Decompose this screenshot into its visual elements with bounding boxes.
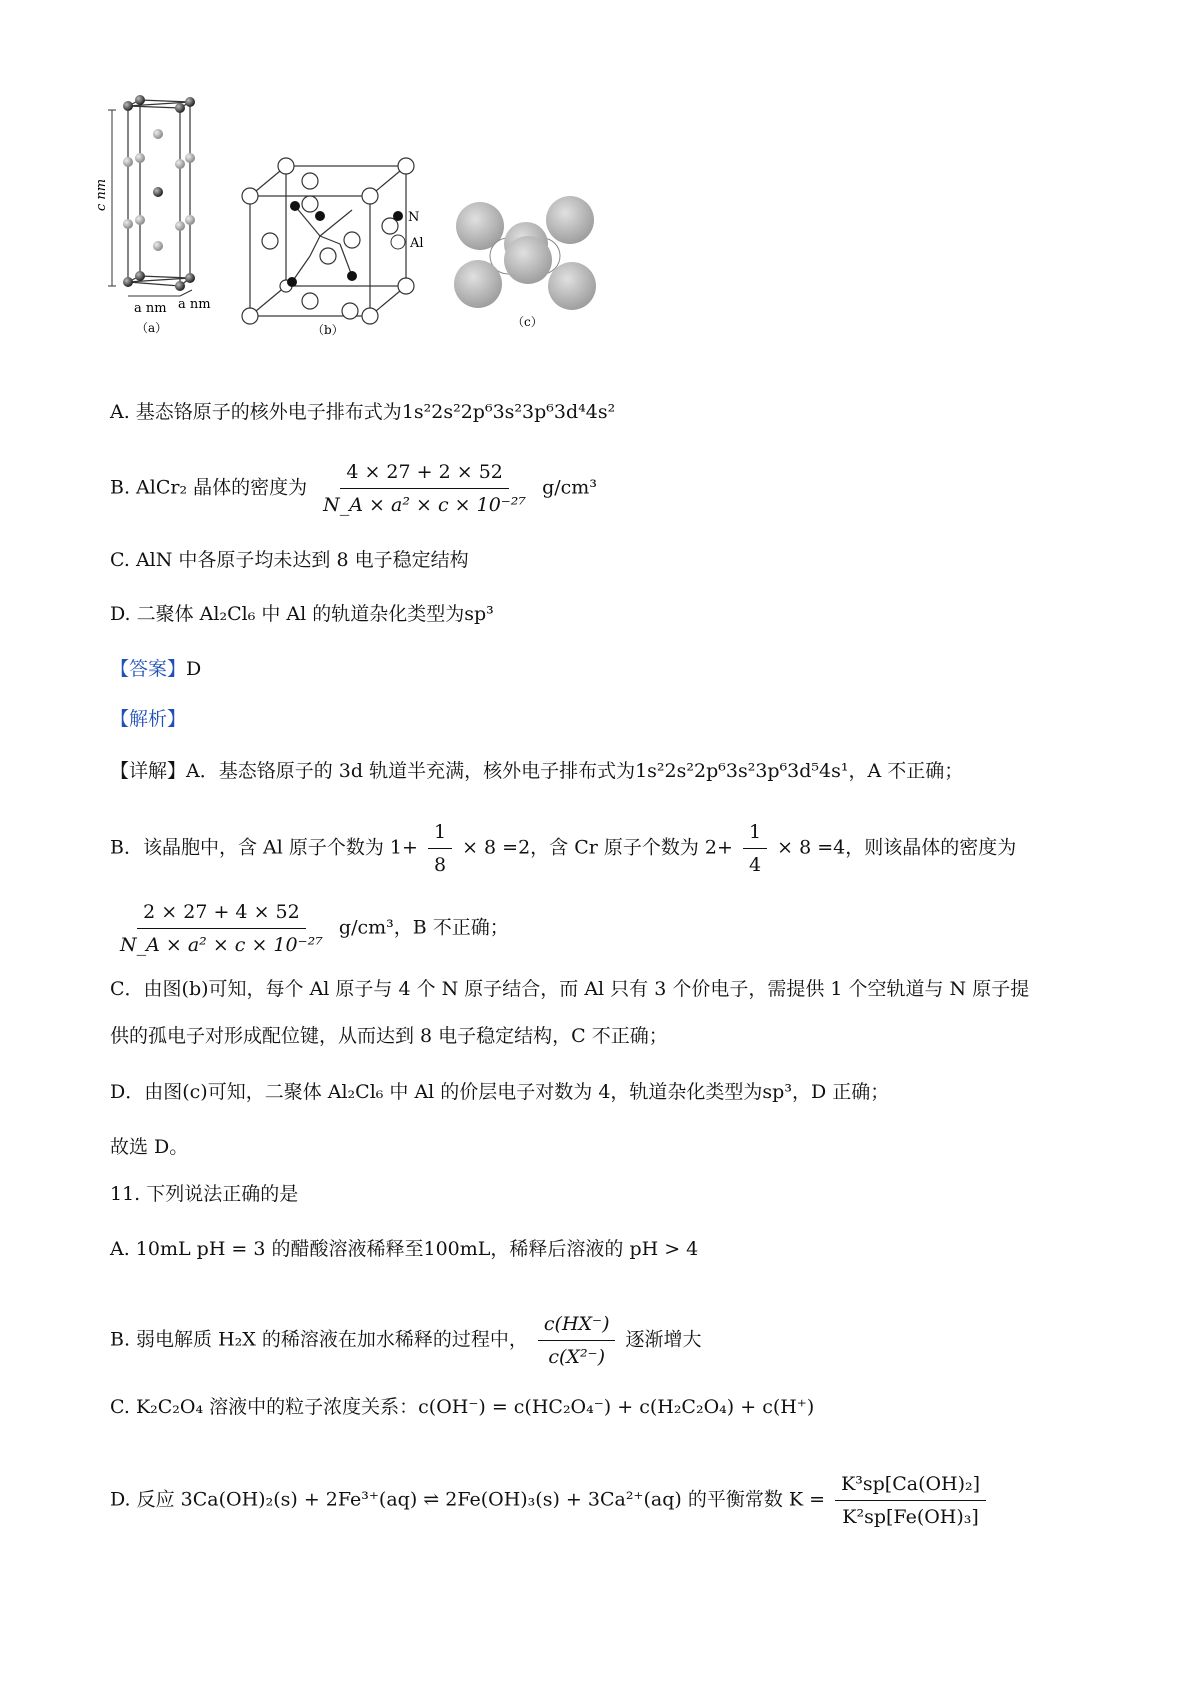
answer-value: D bbox=[186, 658, 202, 680]
q11-option-d-fraction bbox=[835, 1470, 986, 1531]
legend-al: Al bbox=[410, 236, 424, 251]
conclusion: 故选 D。 bbox=[110, 1136, 189, 1158]
detail-b-tail: ，B 不正确； bbox=[393, 916, 509, 939]
figure-a-cell bbox=[94, 95, 211, 335]
figure-b-cell bbox=[242, 158, 424, 337]
detail-b-fraction-1 bbox=[428, 818, 452, 879]
a-nm-label-1: a nm bbox=[134, 301, 167, 316]
a-nm-label-2: a nm bbox=[178, 297, 211, 312]
detail-b-fraction-2 bbox=[743, 818, 767, 879]
q11-option-c: C. K₂C₂O₄ 溶液中的粒子浓度关系：c(OH⁻) = c(HC₂O₄⁻) + c(H₂C₂O₄) + c(H⁺) bbox=[110, 1396, 815, 1418]
detail-b-density-fraction bbox=[114, 898, 329, 959]
q10-option-b bbox=[110, 458, 597, 519]
q11-stem: 11. 下列说法正确的是 bbox=[110, 1183, 299, 1205]
detail-b-part2: × 8 =2，含 Cr 原子个数为 2+ bbox=[462, 836, 733, 859]
q10-option-b-fraction bbox=[317, 458, 532, 519]
detail-a-config: 1s²2s²2p⁶3s²3p⁶3d⁵4s¹ bbox=[635, 760, 849, 782]
q10-option-c: C. AlN 中各原子均未达到 8 电子稳定结构 bbox=[110, 549, 469, 571]
q11-option-b-denominator: c(X²⁻) bbox=[548, 1346, 605, 1368]
detail-b-density-numerator: 2 × 27 + 4 × 52 bbox=[137, 898, 306, 929]
detail-c-line-2: 供的孤电子对形成配位键，从而达到 8 电子稳定结构，C 不正确； bbox=[110, 1025, 668, 1047]
answer-label: 【答案】 bbox=[110, 658, 187, 680]
detail-d: D．由图(c)可知，二聚体 Al₂Cl₆ 中 Al 的价层电子对数为 4，轨道杂化类型为sp³，D 正确； bbox=[110, 1081, 890, 1103]
detail-a bbox=[110, 757, 963, 785]
q11-option-a: A. 10mL pH = 3 的醋酸溶液稀释至100mL，稀释后溶液的 pH > 4 bbox=[110, 1238, 699, 1260]
cr-atoms bbox=[123, 95, 195, 291]
detail-b-density-denominator: N_A × a² × c × 10⁻²⁷ bbox=[120, 934, 323, 956]
detail-c-line-1: C．由图(b)可知，每个 Al 原子与 4 个 N 原子结合，而 Al 只有 3 个价电子，需提供 1 个空轨道与 N 原子提 bbox=[110, 978, 1030, 1000]
q10-option-a bbox=[110, 398, 615, 426]
q10-option-b-denominator: N_A × a² × c × 10⁻²⁷ bbox=[323, 494, 527, 516]
detail-b-f1-den: 8 bbox=[433, 854, 447, 876]
detail-b-f2-num: 1 bbox=[743, 818, 767, 849]
q10-option-a-text: A. 基态铬原子的核外电子排布式为 bbox=[110, 401, 402, 423]
crystal-figures bbox=[94, 96, 660, 366]
q11-option-b bbox=[110, 1310, 702, 1371]
q10-option-b-unit: g/cm³ bbox=[542, 476, 597, 499]
q11-option-d bbox=[110, 1470, 990, 1531]
caption-a: （a） bbox=[136, 321, 168, 335]
detail-b-density bbox=[110, 898, 509, 959]
c-nm-label: c nm bbox=[94, 178, 109, 211]
q10-option-b-text: B. AlCr₂ 晶体的密度为 bbox=[110, 476, 308, 499]
figure-c-dimer bbox=[454, 196, 596, 329]
detail-b-density-unit: g/cm³ bbox=[338, 916, 394, 939]
q10-option-b-numerator: 4 × 27 + 2 × 52 bbox=[340, 458, 509, 489]
q10-option-a-config: 1s²2s²2p⁶3s²3p⁶3d⁴4s² bbox=[401, 401, 616, 423]
detail-b-part1: B．该晶胞中，含 Al 原子个数为 1+ bbox=[110, 836, 418, 859]
detail-a-text: A．基态铬原子的 3d 轨道半充满，核外电子排布式为 bbox=[186, 760, 636, 782]
q11-option-d-text: D. 反应 3Ca(OH)₂(s) + 2Fe³⁺(aq) ⇌ 2Fe(OH)₃(s) + 3Ca²⁺(aq) 的平衡常数 K = bbox=[110, 1488, 826, 1511]
q11-option-d-numerator: K³sp[Ca(OH)₂] bbox=[835, 1470, 986, 1501]
detail-b-f2-den: 4 bbox=[748, 854, 762, 876]
analysis-label bbox=[110, 705, 186, 733]
caption-b: （b） bbox=[312, 323, 344, 337]
q10-option-d: D. 二聚体 Al₂Cl₆ 中 Al 的轨道杂化类型为sp³ bbox=[110, 603, 494, 625]
legend-n: N bbox=[408, 210, 420, 225]
caption-c: （c） bbox=[512, 315, 543, 329]
detail-a-tail: ，A 不正确； bbox=[848, 760, 964, 782]
q11-option-b-fraction bbox=[538, 1310, 616, 1371]
q11-option-d-denominator: K²sp[Fe(OH)₃] bbox=[842, 1506, 979, 1528]
al-atoms-b bbox=[242, 158, 414, 324]
q11-option-b-tail: 逐渐增大 bbox=[625, 1328, 702, 1351]
detail-label: 【详解】 bbox=[110, 760, 187, 782]
analysis-label-text: 【解析】 bbox=[110, 708, 187, 730]
detail-b bbox=[110, 818, 1016, 879]
answer-line bbox=[110, 655, 201, 683]
detail-b-part3: × 8 =4，则该晶体的密度为 bbox=[777, 836, 1017, 859]
detail-b-f1-num: 1 bbox=[428, 818, 452, 849]
q11-option-b-text: B. 弱电解质 H₂X 的稀溶液在加水稀释的过程中， bbox=[110, 1328, 528, 1351]
q11-option-b-numerator: c(HX⁻) bbox=[538, 1310, 616, 1341]
